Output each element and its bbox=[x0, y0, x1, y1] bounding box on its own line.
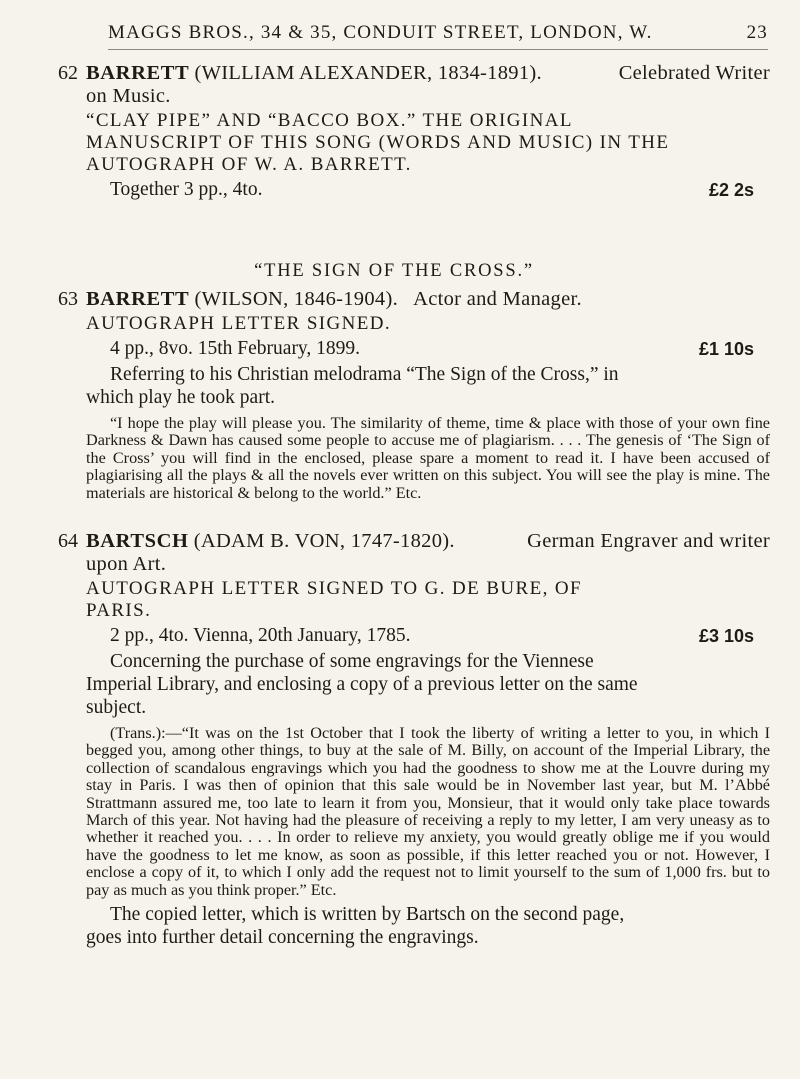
entry-heading bbox=[58, 288, 770, 311]
author-description-cont: on Music. bbox=[86, 85, 171, 107]
item-format-row bbox=[110, 337, 770, 361]
item-price: £2 2s bbox=[708, 180, 754, 200]
closing-note: goes into further detail concerning the engravings. bbox=[86, 927, 479, 949]
item-format-row bbox=[110, 624, 770, 648]
lot-number: 64 bbox=[58, 530, 78, 552]
author-detail: (WILSON, 1846-1904). bbox=[194, 288, 398, 310]
item-note: subject. bbox=[86, 697, 147, 718]
page-number: 23 bbox=[746, 22, 768, 43]
item-title: AUTOGRAPH LETTER SIGNED. bbox=[86, 313, 392, 334]
author-description: German Engraver and writer bbox=[527, 530, 770, 552]
item-note: Concerning the purchase of some engravings for the Viennese bbox=[110, 651, 594, 672]
catalogue-entry-62 bbox=[58, 62, 770, 202]
item-note: which play he took part. bbox=[86, 387, 275, 408]
item-note: Referring to his Christian melodrama “The Sign of the Cross,” in bbox=[110, 364, 619, 385]
item-title: “CLAY PIPE” AND “BACCO BOX.” THE ORIGINAL bbox=[86, 110, 573, 131]
item-format: 4 pp., 8vo. 15th February, 1899. bbox=[110, 338, 361, 359]
author-name: BARRETT bbox=[86, 288, 190, 310]
entry-heading bbox=[58, 530, 770, 553]
item-format: 2 pp., 4to. Vienna, 20th January, 1785. bbox=[110, 625, 411, 646]
letter-quote: “I hope the play will please you. The similarity of theme, time & place with those of your own fine Darkness & Dawn has caused some people to accuse me of plagiarism. . . . The genesis of ‘The Sign of the Cross’ you will find in the enclosed, please spare a moment to read it. I have been accused of plagiarising all the plays & all the novels ever written on this subject. You will see the play is mine. The materials are historical & belong to the world.” Etc. bbox=[86, 414, 770, 502]
item-title: AUTOGRAPH OF W. A. BARRETT. bbox=[86, 154, 412, 175]
item-price: £3 10s bbox=[698, 626, 754, 646]
item-title: AUTOGRAPH LETTER SIGNED TO G. DE BURE, OF bbox=[86, 578, 582, 599]
item-price: £1 10s bbox=[698, 339, 754, 359]
lot-number: 62 bbox=[58, 62, 78, 84]
author-name: BARTSCH bbox=[86, 530, 189, 552]
letter-quote: (Trans.):—“It was on the 1st October that I took the liberty of writing a letter to you, in which I begged you, among other things, to buy at the sale of M. Billy, on account of the Imperial Library, the collection of scandalous engravings which you had the goodness to show me at the Louvre during my stay in Paris. I was then of opinion that this sale would be in November last year, but M. l’Abbé Strattmann assured me, too late to learn it from you, Monsieur, that it would only take place towards March of this year. Not having had the pleasure of receiving a reply to my letter, I am very uneasy as to whether it reached you. . . . In order to relieve my anxiety, you would greatly oblige me if you would have the goodness to let me know, as soon as possible, if this letter reached you or not. However, I enclose a copy of it, to which I only add the request not to limit yourself to the sum of 1,000 frs. but to pay as much as you think proper.” Etc. bbox=[86, 724, 770, 899]
lot-number: 63 bbox=[58, 288, 78, 310]
author-detail: (WILLIAM ALEXANDER, 1834-1891). bbox=[194, 62, 542, 84]
author-detail: (ADAM B. VON, 1747-1820). bbox=[193, 530, 455, 552]
item-title: MANUSCRIPT OF THIS SONG (WORDS AND MUSIC) IN THE bbox=[86, 132, 670, 153]
author-description: Actor and Manager. bbox=[413, 288, 582, 310]
author-description-cont: upon Art. bbox=[86, 553, 167, 575]
catalogue-entry-63 bbox=[58, 261, 770, 502]
running-header bbox=[108, 14, 768, 50]
author-name: BARRETT bbox=[86, 62, 190, 84]
entry-heading bbox=[58, 62, 770, 85]
item-format-row bbox=[110, 178, 770, 202]
section-heading: “THE SIGN OF THE CROSS.” bbox=[254, 261, 534, 281]
author-description: Celebrated Writer bbox=[618, 62, 770, 84]
item-title: PARIS. bbox=[86, 600, 152, 621]
item-note: Imperial Library, and enclosing a copy of a previous letter on the same bbox=[86, 674, 638, 695]
item-format: Together 3 pp., 4to. bbox=[110, 179, 263, 200]
closing-note: The copied letter, which is written by Bartsch on the second page, bbox=[110, 904, 625, 926]
catalogue-entry-64 bbox=[58, 530, 770, 949]
header-address: MAGGS BROS., 34 & 35, CONDUIT STREET, LONDON, W. bbox=[108, 22, 653, 43]
